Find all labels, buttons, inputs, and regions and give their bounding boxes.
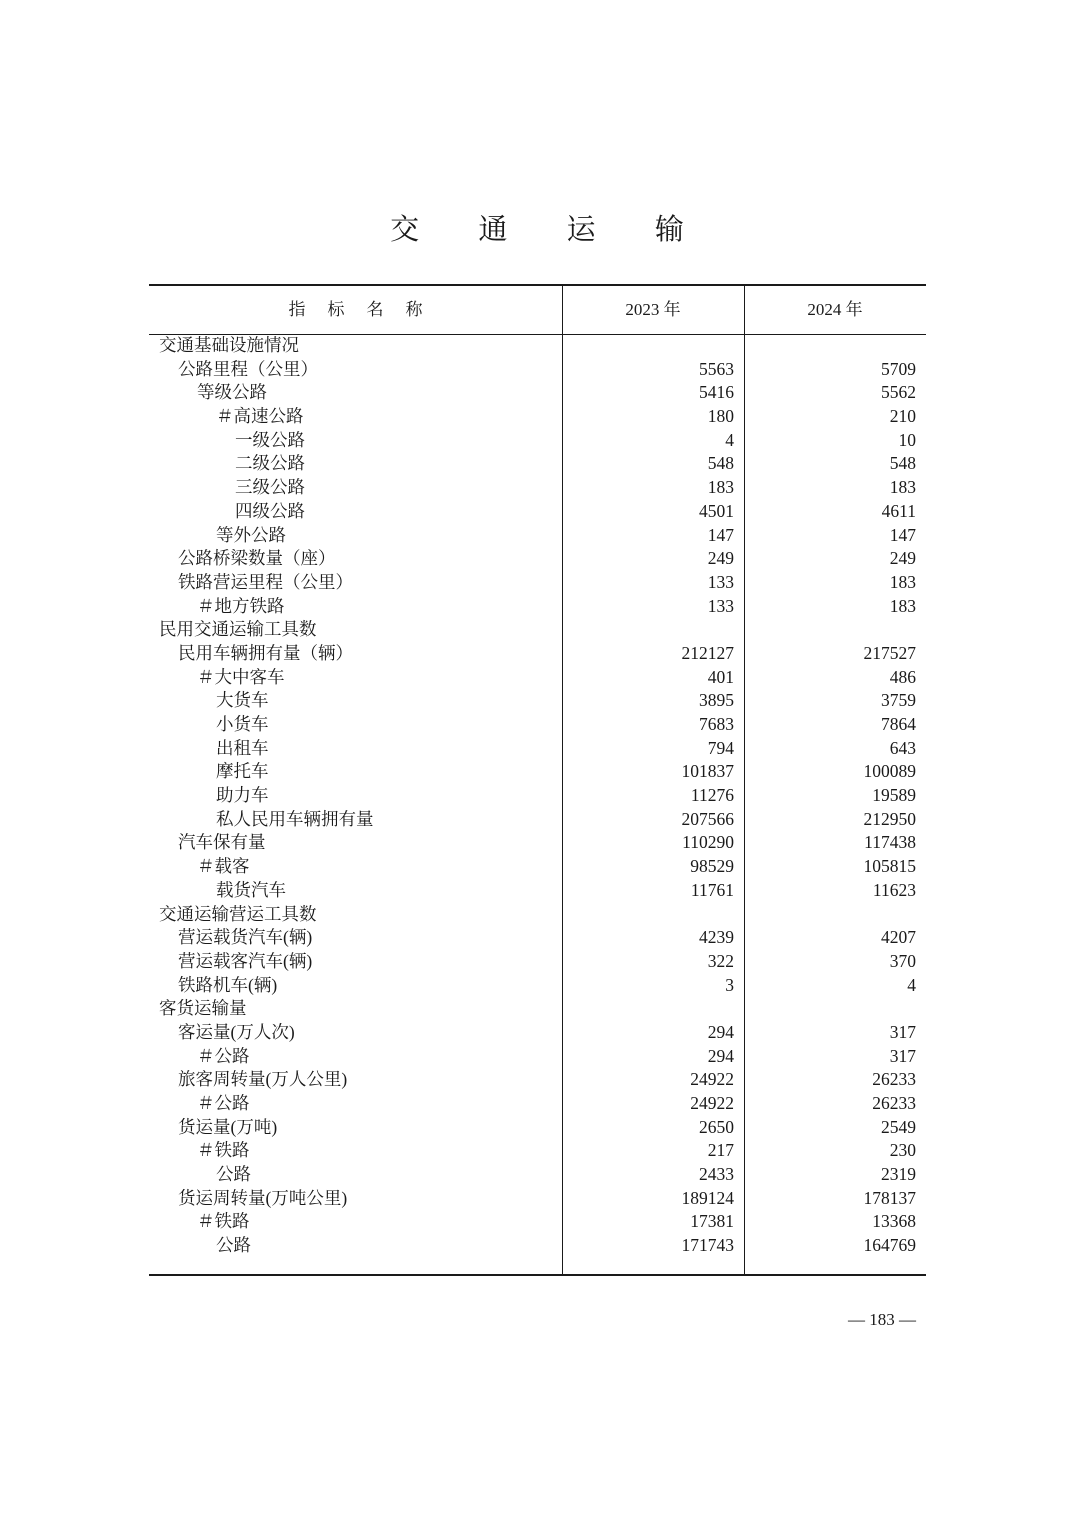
value-2024: 147: [889, 524, 916, 545]
row-label: ＃铁路: [197, 1140, 250, 1161]
value-2023: 207566: [681, 808, 734, 829]
value-2023: 212127: [681, 642, 734, 663]
row-label: 出租车: [216, 737, 269, 758]
table-row: [149, 1045, 926, 1069]
table-row: [149, 595, 926, 619]
row-label: 大货车: [216, 690, 269, 711]
table-row: [149, 1092, 926, 1116]
value-2024: 164769: [863, 1235, 916, 1256]
table-row: [149, 642, 926, 666]
value-2024: 210: [889, 406, 916, 427]
row-label: 小货车: [216, 714, 269, 734]
value-2023: 4501: [699, 500, 734, 521]
table-row: [149, 737, 926, 761]
value-2023: 110290: [682, 832, 734, 853]
value-2023: 322: [707, 950, 734, 971]
value-2023: 183: [707, 477, 734, 498]
table-body: [149, 334, 926, 1258]
table-row: [149, 618, 926, 642]
value-2023: 133: [707, 595, 734, 616]
value-2023: 189124: [681, 1187, 734, 1208]
value-2024: 548: [889, 453, 916, 474]
row-label: ＃公路: [197, 1093, 250, 1113]
table-row: [149, 855, 926, 879]
table-row: [149, 1139, 926, 1163]
value-2024: 643: [889, 737, 916, 758]
table-row: [149, 381, 926, 405]
row-label: ＃地方铁路: [197, 595, 285, 616]
row-label: 客运量(万人次): [178, 1021, 295, 1042]
value-2023: 11276: [690, 785, 734, 806]
value-2023: 101837: [681, 761, 734, 782]
table-row: [149, 1163, 926, 1187]
row-label: 四级公路: [235, 500, 305, 521]
header-2023: 2023 年: [625, 300, 681, 319]
value-2024: 317: [889, 1021, 916, 1042]
table-row: [149, 1210, 926, 1234]
row-label: ＃高速公路: [216, 406, 304, 427]
value-2024: 4207: [881, 927, 916, 948]
value-2024: 2549: [881, 1116, 916, 1137]
value-2024: 19589: [872, 785, 916, 806]
value-2023: 294: [707, 1045, 734, 1066]
value-2023: 794: [707, 737, 734, 758]
table-row: [149, 358, 926, 382]
value-2024: 370: [889, 950, 916, 971]
table-row: [149, 879, 926, 903]
value-2024: 2319: [881, 1164, 916, 1185]
value-2024: 7864: [881, 714, 916, 734]
value-2023: 5416: [699, 382, 734, 403]
row-label: 民用车辆拥有量（辆）: [178, 642, 353, 663]
row-label: 交通基础设施情况: [159, 335, 299, 355]
row-label: ＃大中客车: [197, 666, 285, 687]
value-2023: 2433: [699, 1164, 734, 1185]
row-label: 客货运输量: [159, 998, 247, 1019]
value-2023: 548: [707, 453, 734, 474]
value-2023: 5563: [699, 358, 734, 379]
value-2023: 2650: [699, 1116, 734, 1137]
row-label: 等外公路: [216, 524, 286, 545]
value-2023: 180: [707, 406, 734, 427]
row-label: 私人民用车辆拥有量: [216, 808, 374, 829]
table-row: [149, 950, 926, 974]
row-label: 等级公路: [197, 382, 267, 403]
value-2024: 249: [889, 548, 916, 569]
value-2024: 4: [907, 974, 916, 995]
row-label: 二级公路: [235, 453, 305, 474]
row-label: 货运周转量(万吨公里): [178, 1187, 348, 1208]
value-2024: 26233: [872, 1093, 916, 1113]
table-row: [149, 689, 926, 713]
table-row: [149, 476, 926, 500]
value-2023: 11761: [690, 879, 734, 900]
row-label: 民用交通运输工具数: [159, 619, 317, 640]
table-row: [149, 1068, 926, 1092]
row-label: 公路: [216, 1164, 251, 1185]
value-2023: 133: [707, 571, 734, 592]
value-2023: 249: [707, 548, 734, 569]
table-row: [149, 1116, 926, 1140]
value-2024: 5562: [881, 382, 916, 403]
value-2024: 3759: [881, 690, 916, 711]
value-2024: 4611: [881, 500, 916, 521]
table-row: [149, 524, 926, 548]
table-row: [149, 784, 926, 808]
value-2024: 230: [889, 1140, 916, 1161]
value-2024: 178137: [863, 1187, 916, 1208]
value-2024: 317: [889, 1045, 916, 1066]
value-2023: 98529: [690, 856, 734, 877]
value-2024: 486: [889, 666, 916, 687]
row-label: 营运载客汽车(辆): [178, 950, 313, 971]
row-label: ＃公路: [197, 1045, 250, 1066]
header-indicator-name: 指标名称: [288, 300, 445, 319]
table-row: [149, 334, 926, 358]
table-row: [149, 926, 926, 950]
value-2023: 147: [707, 524, 734, 545]
row-label: 货运量(万吨): [178, 1116, 278, 1137]
row-label: 公路桥梁数量（座）: [178, 548, 336, 569]
row-label: ＃载客: [197, 856, 250, 877]
table-row: [149, 760, 926, 784]
table-row: [149, 974, 926, 998]
value-2023: 17381: [690, 1211, 734, 1232]
table-row: [149, 1187, 926, 1211]
table-row: [149, 831, 926, 855]
row-label: 公路里程（公里）: [178, 358, 318, 379]
row-label: 交通运输营运工具数: [159, 903, 317, 924]
value-2024: 11623: [872, 879, 916, 900]
table-row: [149, 405, 926, 429]
value-2023: 3895: [699, 690, 734, 711]
row-label: ＃铁路: [197, 1211, 250, 1232]
table-row: [149, 571, 926, 595]
page-title: 交 通 运 输: [390, 214, 710, 246]
value-2023: 401: [707, 666, 734, 687]
row-label: 铁路机车(辆): [178, 974, 278, 995]
value-2024: 13368: [872, 1211, 916, 1232]
row-label: 旅客周转量(万人公里): [178, 1069, 348, 1090]
value-2023: 171743: [681, 1235, 734, 1256]
header-2024: 2024 年: [807, 300, 863, 319]
value-2024: 100089: [863, 761, 916, 782]
value-2024: 26233: [872, 1069, 916, 1090]
table-row: [149, 429, 926, 453]
value-2024: 183: [889, 595, 916, 616]
value-2023: 24922: [690, 1069, 734, 1090]
table-row: [149, 1234, 926, 1258]
row-label: 三级公路: [235, 477, 305, 498]
value-2024: 183: [889, 571, 916, 592]
value-2023: 3: [725, 974, 734, 995]
row-label: 铁路营运里程（公里）: [178, 571, 353, 592]
value-2024: 212950: [863, 808, 916, 829]
value-2024: 5709: [881, 358, 916, 379]
row-label: 一级公路: [235, 429, 305, 450]
table-row: [149, 666, 926, 690]
value-2023: 7683: [699, 714, 734, 734]
page-number: — 183 —: [848, 1310, 916, 1329]
table-row: [149, 713, 926, 737]
table-row: [149, 903, 926, 927]
row-label: 公路: [216, 1235, 251, 1256]
table-row: [149, 547, 926, 571]
row-label: 载货汽车: [216, 879, 286, 900]
value-2024: 10: [898, 429, 916, 450]
table-row: [149, 808, 926, 832]
value-2024: 217527: [863, 642, 916, 663]
row-label: 摩托车: [216, 761, 269, 782]
value-2023: 4: [725, 429, 734, 450]
value-2023: 217: [707, 1140, 734, 1161]
row-label: 营运载货汽车(辆): [178, 927, 313, 948]
value-2023: 4239: [699, 927, 734, 948]
value-2024: 183: [889, 477, 916, 498]
value-2023: 294: [707, 1021, 734, 1042]
table-row: [149, 452, 926, 476]
value-2024: 105815: [863, 856, 916, 877]
value-2024: 117438: [864, 832, 916, 853]
table-row: [149, 1021, 926, 1045]
value-2023: 24922: [690, 1093, 734, 1113]
data-table: [149, 284, 926, 1276]
row-label: 汽车保有量: [178, 832, 266, 853]
row-label: 助力车: [216, 785, 269, 806]
table-row: [149, 997, 926, 1021]
table-row: [149, 500, 926, 524]
